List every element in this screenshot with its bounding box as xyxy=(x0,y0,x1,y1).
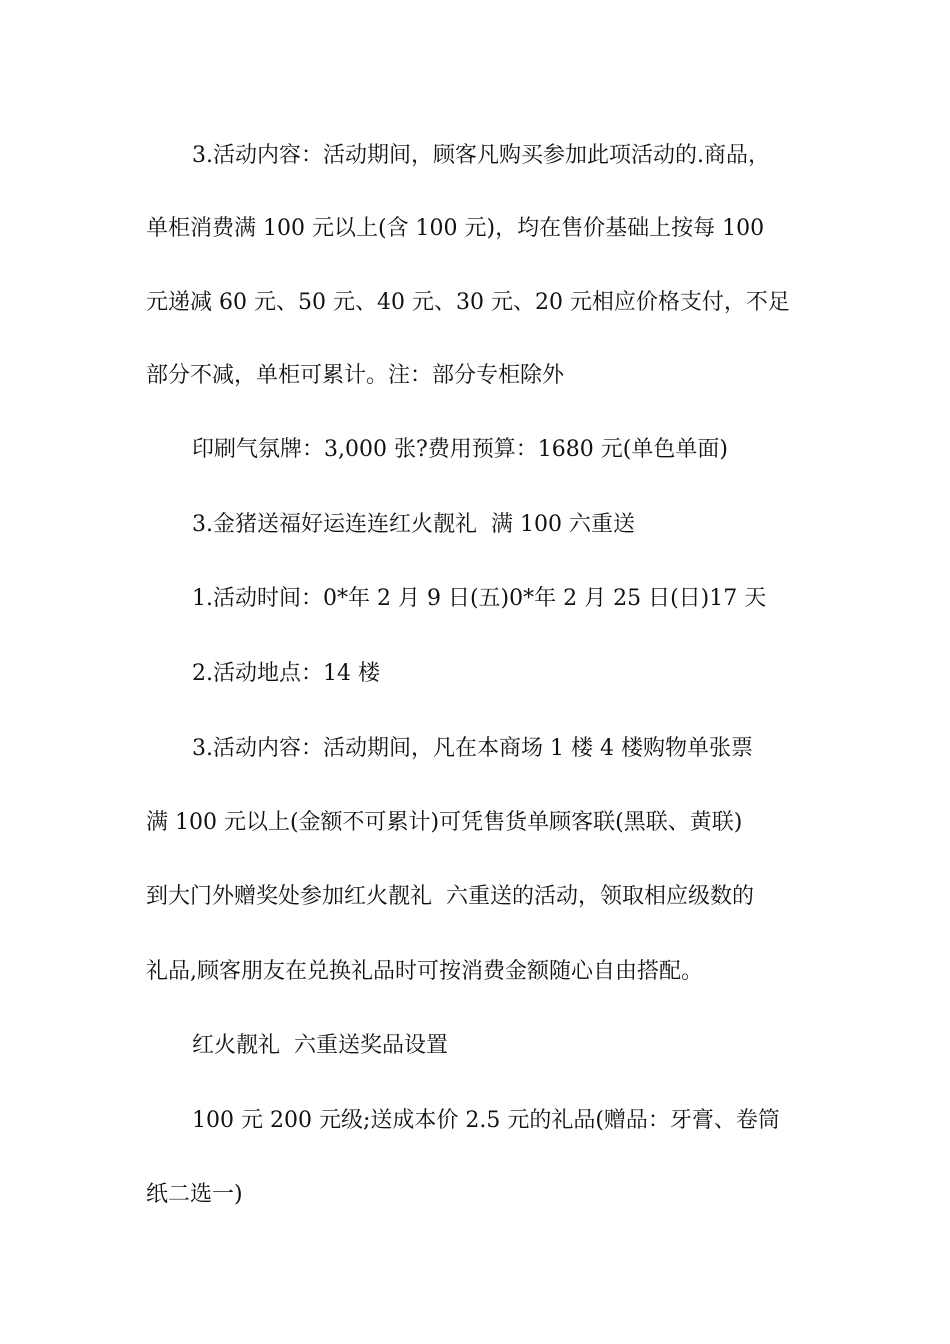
paragraph-line: 印刷气氛牌：3,000 张?费用预算：1680 元(单色单面) xyxy=(192,437,728,462)
paragraph-line: 3.活动内容：活动期间，顾客凡购买参加此项活动的.商品， xyxy=(192,143,770,168)
paragraph-line: 2.活动地点：14 楼 xyxy=(192,661,380,686)
paragraph-line: 单柜消费满 100 元以上(含 100 元)，均在售价基础上按每 100 xyxy=(146,216,765,241)
section-heading: 3.金猪送福好运连连红火靓礼 满 100 六重送 xyxy=(192,512,635,537)
paragraph-line: 部分不减，单柜可累计。注：部分专柜除外 xyxy=(146,363,565,388)
paragraph-line: 礼品,顾客朋友在兑换礼品时可按消费金额随心自由搭配。 xyxy=(146,959,703,984)
section-heading: 红火靓礼 六重送奖品设置 xyxy=(192,1033,448,1058)
paragraph-line: 3.活动内容：活动期间，凡在本商场 1 楼 4 楼购物单张票 xyxy=(192,736,753,761)
paragraph-line: 100 元 200 元级;送成本价 2.5 元的礼品(赠品：牙膏、卷筒 xyxy=(192,1108,780,1133)
paragraph-line: 纸二选一) xyxy=(146,1182,243,1207)
paragraph-line: 元递减 60 元、50 元、40 元、30 元、20 元相应价格支付，不足 xyxy=(146,290,790,315)
paragraph-line: 到大门外赠奖处参加红火靓礼 六重送的活动，领取相应级数的 xyxy=(146,884,754,909)
paragraph-line: 1.活动时间：0*年 2 月 9 日(五)0*年 2 月 25 日(日)17 天 xyxy=(192,586,767,611)
paragraph-line: 满 100 元以上(金额不可累计)可凭售货单顾客联(黑联、黄联) xyxy=(146,810,743,835)
